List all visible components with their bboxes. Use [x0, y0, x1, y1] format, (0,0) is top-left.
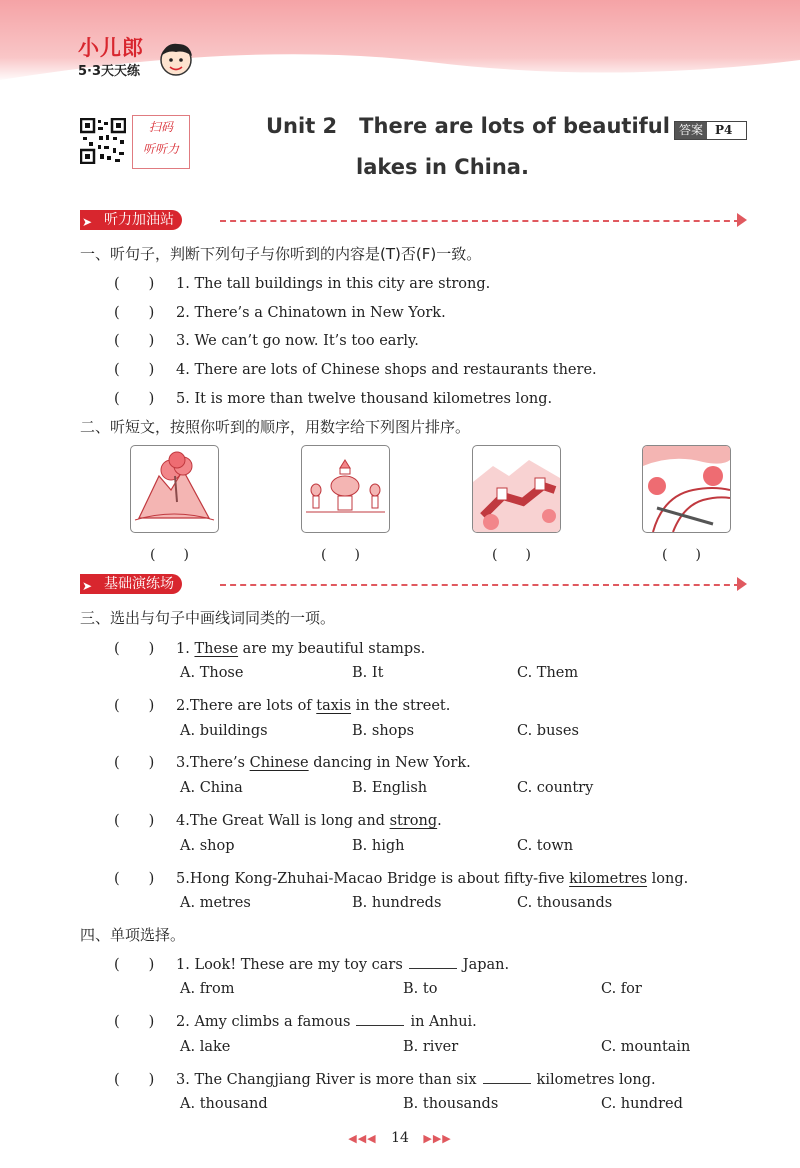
item-text-post: long. — [647, 871, 689, 887]
right-triangles-icon: ▶▶▶ — [423, 1132, 452, 1145]
item-text-post: kilometres long. — [536, 1072, 656, 1088]
underlined-word: kilometres — [569, 871, 648, 887]
item-text: 3. We can’t go now. It’s too early. — [176, 333, 419, 349]
answer-blank[interactable]: ( ) — [114, 333, 155, 349]
fill-blank[interactable] — [483, 1071, 531, 1084]
option-a: A. lake — [180, 1039, 231, 1055]
section-banner-listening — [80, 210, 750, 232]
item-text: 2. There’s a Chinatown in New York. — [176, 305, 446, 321]
item-text-post: . — [437, 813, 442, 829]
picture-bridge — [642, 445, 731, 533]
part3-heading: 三、选出与句子中画线词同类的一项。 — [80, 609, 336, 627]
answer-blank[interactable]: ( ) — [114, 957, 155, 973]
dashed-divider — [220, 220, 740, 222]
underlined-word: Chinese — [249, 755, 309, 771]
item-text-post: Japan. — [462, 957, 510, 973]
underlined-word: taxis — [316, 698, 352, 714]
part3-item-3 — [114, 751, 471, 772]
option-c: C. Them — [517, 665, 579, 681]
option-b: B. to — [403, 981, 438, 997]
item-text-pre: The Great Wall is long and — [189, 813, 390, 829]
part3-item-1 — [114, 637, 425, 658]
item-text-pre: There are lots of — [189, 698, 317, 714]
dashed-divider — [220, 584, 740, 586]
option-c: C. hundred — [601, 1096, 683, 1112]
option-a: A. metres — [180, 895, 251, 911]
part3-item-2 — [114, 694, 450, 715]
answer-blank[interactable]: ( ) — [114, 698, 155, 714]
great-wall-icon — [473, 446, 560, 532]
double-arrow-icon: ➤ — [82, 215, 93, 229]
item-text-post: dancing in New York. — [308, 755, 471, 771]
option-b: B. hundreds — [352, 895, 442, 911]
part1-item-2 — [114, 301, 446, 322]
fill-blank[interactable] — [409, 956, 457, 969]
item-text-pre: 2. Amy climbs a famous — [176, 1014, 351, 1030]
page-title-line2: lakes in China. — [356, 155, 529, 179]
brand-logo — [78, 32, 144, 79]
option-c: C. for — [601, 981, 642, 997]
answer-blank[interactable]: ( ) — [114, 362, 155, 378]
answer-blank[interactable]: ( ) — [114, 391, 155, 407]
option-b: B. high — [352, 838, 405, 854]
option-c: C. country — [517, 780, 594, 796]
item-text-post: are my beautiful stamps. — [238, 641, 426, 657]
part4-item-3 — [114, 1068, 656, 1089]
part1-item-3 — [114, 329, 419, 350]
item-number: 2. — [176, 698, 190, 714]
arrow-head-icon — [737, 577, 747, 591]
mountain-tree-icon — [131, 446, 218, 532]
picture-lake-towers — [301, 445, 390, 533]
left-triangles-icon: ◀◀◀ — [348, 1132, 377, 1145]
item-text-pre: There’s — [189, 755, 250, 771]
option-c: C. thousands — [517, 895, 613, 911]
option-c: C. town — [517, 838, 574, 854]
item-number: 1. — [176, 641, 190, 657]
part1-item-5 — [114, 387, 552, 408]
answer-blank[interactable]: ( ) — [114, 813, 155, 829]
brand-subtitle: 5·3天天练 — [78, 64, 141, 79]
part2-heading: 二、听短文，按照你听到的顺序，用数字给下列图片排序。 — [80, 418, 471, 436]
scan-label: 扫码 — [148, 120, 173, 134]
item-number: 3. — [176, 755, 190, 771]
answer-label: 答案 — [675, 122, 707, 139]
option-a: A. China — [180, 780, 243, 796]
item-text-pre: 1. Look! These are my toy cars — [176, 957, 403, 973]
stone-towers-icon — [302, 446, 389, 532]
section-banner-basics — [80, 574, 750, 596]
picture-great-wall — [472, 445, 561, 533]
option-b: B. English — [352, 780, 428, 796]
item-text-post: in the street. — [351, 698, 451, 714]
fill-blank[interactable] — [356, 1013, 404, 1026]
double-arrow-icon: ➤ — [82, 579, 93, 593]
mascot-boy-icon — [156, 38, 198, 82]
option-b: B. river — [403, 1039, 459, 1055]
underlined-word: These — [194, 641, 239, 657]
item-number: 4. — [176, 813, 190, 829]
part4-item-1 — [114, 953, 509, 974]
part4-heading: 四、单项选择。 — [80, 926, 186, 944]
item-text-pre: Hong Kong-Zhuhai-Macao Bridge is about fifty-five — [189, 871, 570, 887]
item-text: 1. The tall buildings in this city are strong. — [176, 276, 491, 292]
arrow-head-icon — [737, 213, 747, 227]
page-footer — [0, 1130, 800, 1146]
part3-item-4 — [114, 809, 442, 830]
part1-heading: 一、听句子，判断下列句子与你听到的内容是(T)否(F)一致。 — [80, 245, 482, 263]
page-number: 14 — [391, 1130, 409, 1146]
option-a: A. Those — [180, 665, 244, 681]
option-a: A. from — [180, 981, 235, 997]
part1-item-4 — [114, 358, 597, 379]
answer-blank[interactable]: ( ) — [114, 276, 155, 292]
underlined-word: strong — [389, 813, 438, 829]
listen-label: 听听力 — [142, 142, 179, 156]
picture-mountain — [130, 445, 219, 533]
order-blank-1[interactable]: ( ) — [150, 547, 189, 563]
option-c: C. mountain — [601, 1039, 691, 1055]
answer-blank[interactable]: ( ) — [114, 755, 155, 771]
banner-tag — [80, 574, 182, 594]
answer-key-badge — [674, 121, 747, 140]
unit-label: Unit 2 — [266, 114, 338, 138]
order-blank-2[interactable]: ( ) — [321, 547, 360, 563]
banner-tag — [80, 210, 182, 230]
page-title-line1 — [266, 114, 670, 138]
part1-item-1 — [114, 272, 490, 293]
banner-label: 听力加油站 — [104, 212, 174, 228]
answer-blank[interactable]: ( ) — [114, 871, 155, 887]
answer-blank[interactable]: ( ) — [114, 305, 155, 321]
part4-item-2 — [114, 1010, 477, 1031]
qr-code-icon[interactable] — [80, 118, 126, 164]
banner-label: 基础演练场 — [104, 576, 174, 592]
option-a: A. buildings — [180, 723, 268, 739]
item-text-post: in Anhui. — [410, 1014, 477, 1030]
answer-blank[interactable]: ( ) — [114, 1014, 155, 1030]
item-text-pre: 3. The Changjiang River is more than six — [176, 1072, 477, 1088]
answer-page: P4 — [715, 123, 733, 137]
option-a: A. shop — [180, 838, 235, 854]
option-a: A. thousand — [180, 1096, 268, 1112]
option-c: C. buses — [517, 723, 579, 739]
item-number: 5. — [176, 871, 190, 887]
order-blank-3[interactable]: ( ) — [492, 547, 531, 563]
order-blank-4[interactable]: ( ) — [662, 547, 701, 563]
item-text: 5. It is more than twelve thousand kilometres long. — [176, 391, 553, 407]
option-b: B. It — [352, 665, 384, 681]
option-b: B. shops — [352, 723, 415, 739]
scan-to-listen-box — [132, 115, 190, 169]
title-text-1: There are lots of beautiful — [359, 114, 670, 138]
brand-title: 小儿郎 — [78, 36, 144, 60]
answer-blank[interactable]: ( ) — [114, 641, 155, 657]
option-b: B. thousands — [403, 1096, 499, 1112]
item-text: 4. There are lots of Chinese shops and restaurants there. — [176, 362, 597, 378]
river-bridge-icon — [643, 446, 730, 532]
answer-blank[interactable]: ( ) — [114, 1072, 155, 1088]
part3-item-5 — [114, 867, 688, 888]
